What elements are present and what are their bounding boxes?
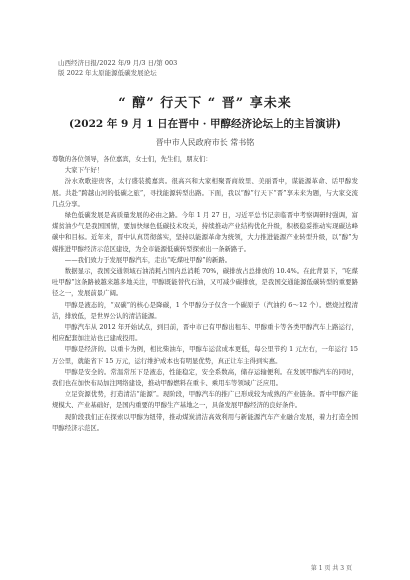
- paragraph: 立足资源优势，打造清洁“能源”。现阶段，甲醇汽车的推广已形成较为成熟的产业链条。晋中甲醇产能规模大、产业基础好，是国内重要的甲醇生产基地之一，具备发展甲醇经济的良好条件。: [52, 390, 358, 410]
- paragraph: 数据显示，我国交通领域石油消耗占国内总消耗 70%，碳排放占总排放的 10.4%。在此背景下，“吃煤吐甲醇”这条路被越来越多地关注，甲醇既能替代石油，又可减少碳排放，是我国交通能源低碳转型的重要路径之一，发展前景广阔。: [52, 267, 358, 298]
- paragraph: 现阶段我们正在探索以甲醇为纽带，推动煤炭清洁高效利用与新能源汽车产业融合发展，着力打造全国甲醇经济示范区。: [52, 412, 358, 432]
- paragraph: 甲醇是安全的。常温常压下是液态，性能稳定，安全系数高，储存运输便利。在发展甲醇汽车的同时，我们也在加快布局加注网络建设，推动甲醇燃料在重卡、乘用车等领域广泛应用。: [52, 367, 358, 388]
- paragraph: 汾水欢歌迎贵客，太行盛装揽嘉宾。很高兴和大家相聚晋商故里、美丽晋中，谋能源革命、话甲醇发展。共赴“跨越山河的低碳之旅”，寻找能源转型出路。下面，我以“醇”行天下“晋”享未来为题，与大家交流几点分享。: [52, 177, 358, 208]
- article-subtitle: (2022 年 9 月 1 日在晋中 · 甲醇经济论坛上的主旨演讲): [68, 118, 341, 130]
- source-line-1: 山西经济日报/2022 年/9 月/3 日/第 003: [58, 59, 178, 67]
- paragraph: 绿色低碳发展是高质量发展的必由之路。今年 1 月 27 日，习近平总书记亲临晋中考察调研时强调，富煤贫油少气是我国国情，要加快绿色低碳技术攻关，持续推动产业结构优化升级，积极稳妥推动实现碳达峰碳中和目标。近年来，晋中认真贯彻落实，坚持以能源革命为统领，大力推进能源产业转型升级，以“醇”为媒推进甲醇经济示范区建设，为全市能源低碳转型探索出一条新路子。: [52, 211, 358, 253]
- paragraph: 甲醇是经济的。以重卡为例，相比柴油车，甲醇车运营成本更低，每公里节约 1 元左右，一年运行 15 万公里，就能省下 15 万元，运行维护成本也有明显优势，真正让车主得到实惠。: [52, 345, 358, 365]
- paragraph: 尊敬的各位领导，各位嘉宾，女士们，先生们，朋友们：: [52, 155, 212, 163]
- article-title: “ 醇” 行天下 “ 晋” 享未来: [118, 96, 292, 111]
- article-author: 晋中市人民政府市长 常书铭: [155, 138, 255, 147]
- paragraph: 甲醇是液态的，“双碳”的核心是降碳，1 个甲醇分子仅含一个碳原子（汽油约 6～12 个）。燃烧过程清洁，排放低，是世界公认的清洁能源。: [52, 300, 358, 320]
- source-line-2: 版 2022 年太原能源低碳发展论坛: [58, 69, 157, 77]
- source-header: [58, 58, 177, 78]
- article-body: [52, 154, 358, 434]
- paragraph: ——我们致力于发展甲醇汽车，走出“吃煤吐甲醇”的新路。: [64, 255, 232, 264]
- page-number: 第 1 页 共 3 页: [310, 565, 352, 572]
- paragraph: 大家下午好！: [64, 166, 104, 175]
- paragraph: 甲醇汽车从 2012 年开始试点，到目前，晋中市已有甲醇出租车、甲醇重卡等各类甲醇汽车上路运行，相应配套加注站也已建成投用。: [52, 323, 358, 343]
